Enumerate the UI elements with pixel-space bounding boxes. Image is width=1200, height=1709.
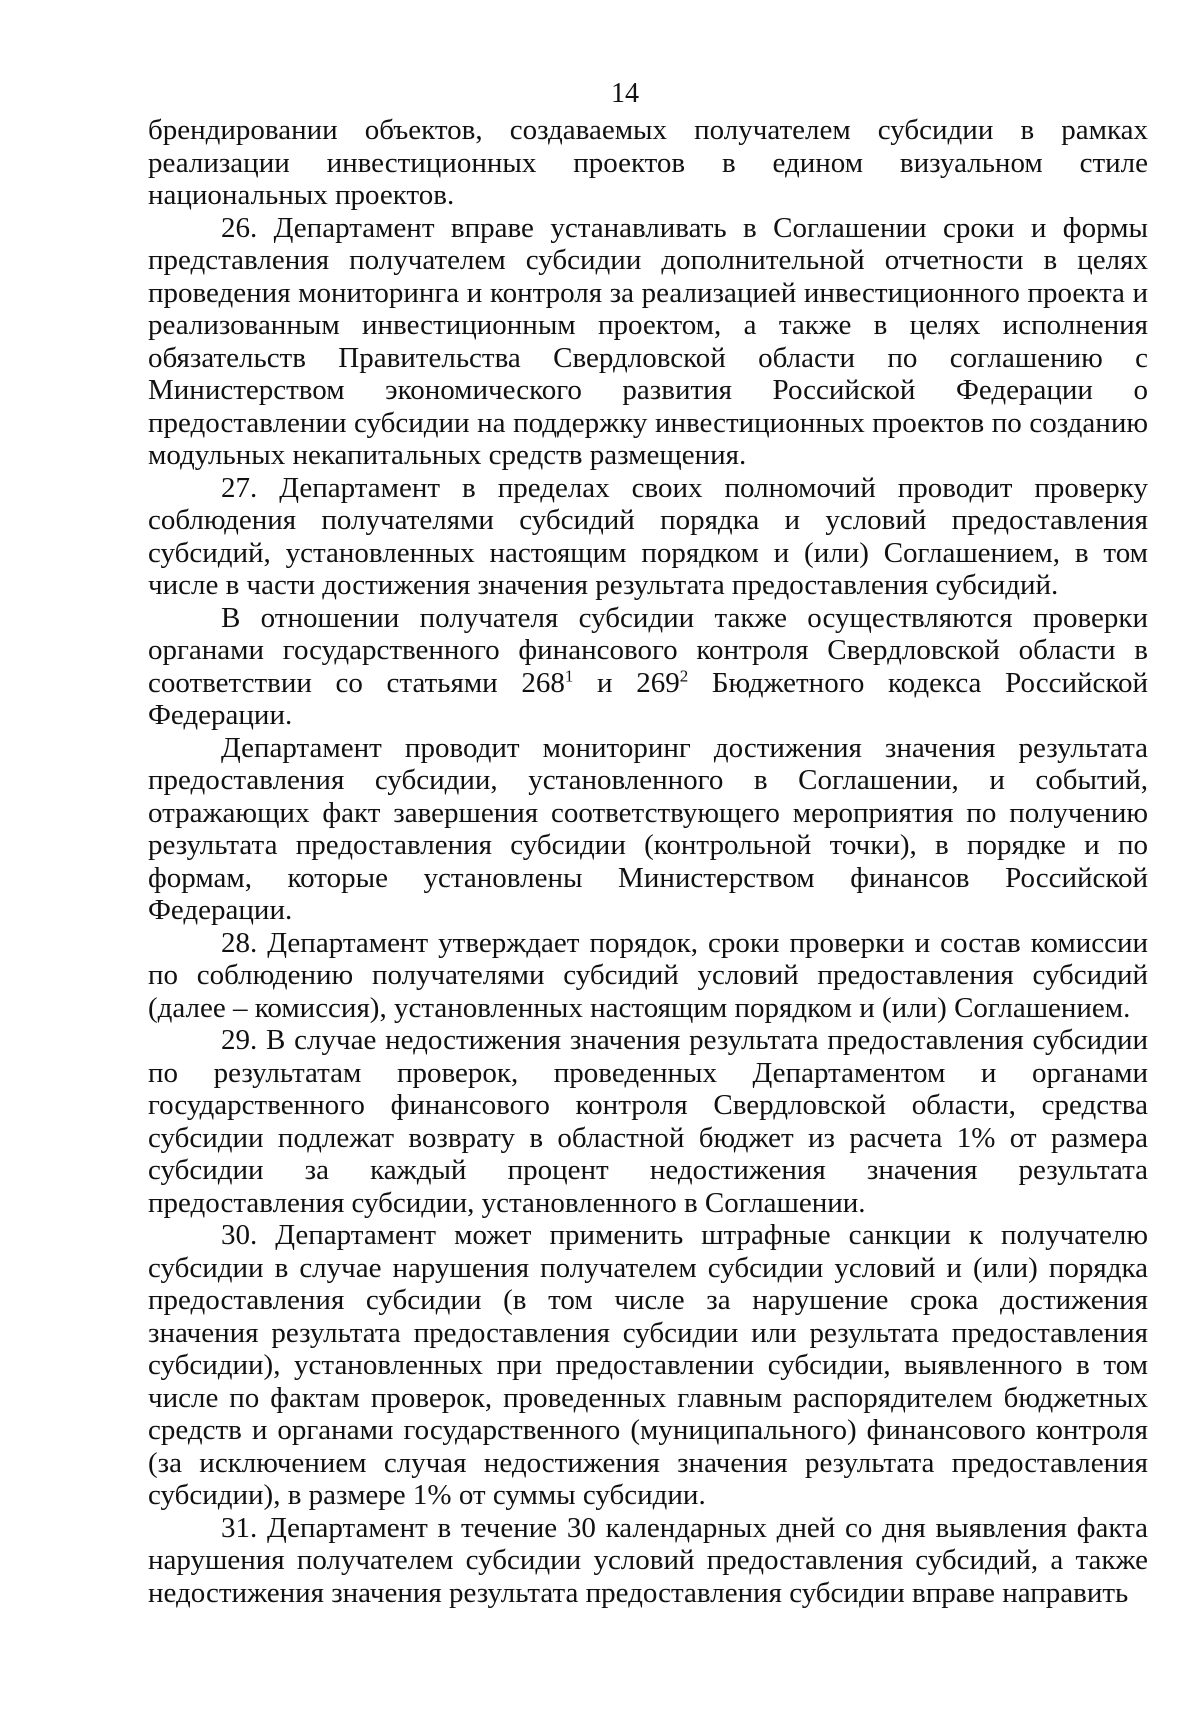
superscript-2: 2 — [679, 665, 689, 685]
paragraph-27-verification-text-end: Бюджетного кодекса Российской Федерации. — [148, 666, 1148, 731]
paragraph-27-monitoring: Департамент проводит мониторинг достижения значения результата предоставления субсидии, установленного в Соглашении, и событий, отражающих факт завершения соответствующего мероприятия по получению результата предоставления субсидии (контрольной точки), в порядке и по формам, которые установлены Министерством финансов Российской Федерации. — [148, 731, 1148, 926]
paragraph-27-verification — [148, 602, 1148, 732]
paragraph-27: 27. Департамент в пределах своих полномочий проводит проверку соблюдения получателями субсидий порядка и условий предоставления субсидий, установленных настоящим порядком и (или) Соглашением, в том числе в части достижения значения результата предоставления субсидий. — [148, 471, 1148, 601]
superscript-1: 1 — [564, 665, 574, 685]
document-body — [148, 114, 1148, 1609]
paragraph-31: 31. Департамент в течение 30 календарных дней со дня выявления факта нарушения получателем субсидии условий предоставления субсидий, а также недостижения значения результата предоставления субсидии вправе направить — [148, 1511, 1148, 1609]
paragraph-27-verification-text-start: В отношении получателя субсидии также осуществляются проверки органами государственного финансового контроля Свердловской области в соответствии со статьями 268 — [148, 601, 1148, 699]
page-number: 14 — [611, 78, 639, 109]
paragraph-26: 26. Департамент вправе устанавливать в Соглашении сроки и формы представления получателем субсидии дополнительной отчетности в целях проведения мониторинга и контроля за реализацией инвестиционного проекта и реализованным инвестиционным проектом, а также в целях исполнения обязательств Правительства Свердловской области по соглашению с Министерством экономического развития Российской Федерации о предоставлении субсидии на поддержку инвестиционных проектов по созданию модульных некапитальных средств размещения. — [148, 211, 1148, 471]
paragraph-continuation: брендировании объектов, создаваемых получателем субсидии в рамках реализации инвестиционных проектов в едином визуальном стиле национальных проектов. — [148, 114, 1148, 211]
paragraph-27-verification-text-middle: и 269 — [573, 666, 680, 699]
paragraph-28: 28. Департамент утверждает порядок, сроки проверки и состав комиссии по соблюдению получателями субсидий условий предоставления субсидий (далее – комиссия), установленных настоящим порядком и (или) Соглашением. — [148, 926, 1148, 1024]
paragraph-30: 30. Департамент может применить штрафные санкции к получателю субсидии в случае нарушения получателем субсидии условий и (или) порядка предоставления субсидии (в том числе за нарушение срока достижения значения результата предоставления субсидии или результата предоставления субсидии), установленных при предоставлении субсидии, выявленного в том числе по фактам проверок, проведенных главным распорядителем бюджетных средств и органами государственного (муниципального) финансового контроля (за исключением случая недостижения значения результата предоставления субсидии), в размере 1% от суммы субсидии. — [148, 1219, 1148, 1511]
paragraph-29: 29. В случае недостижения значения результата предоставления субсидии по результатам проверок, проведенных Департаментом и органами государственного финансового контроля Свердловской области, средства субсидии подлежат возврату в областной бюджет из расчета 1% от размера субсидии за каждый процент недостижения значения результата предоставления субсидии, установленного в Соглашении. — [148, 1024, 1148, 1219]
